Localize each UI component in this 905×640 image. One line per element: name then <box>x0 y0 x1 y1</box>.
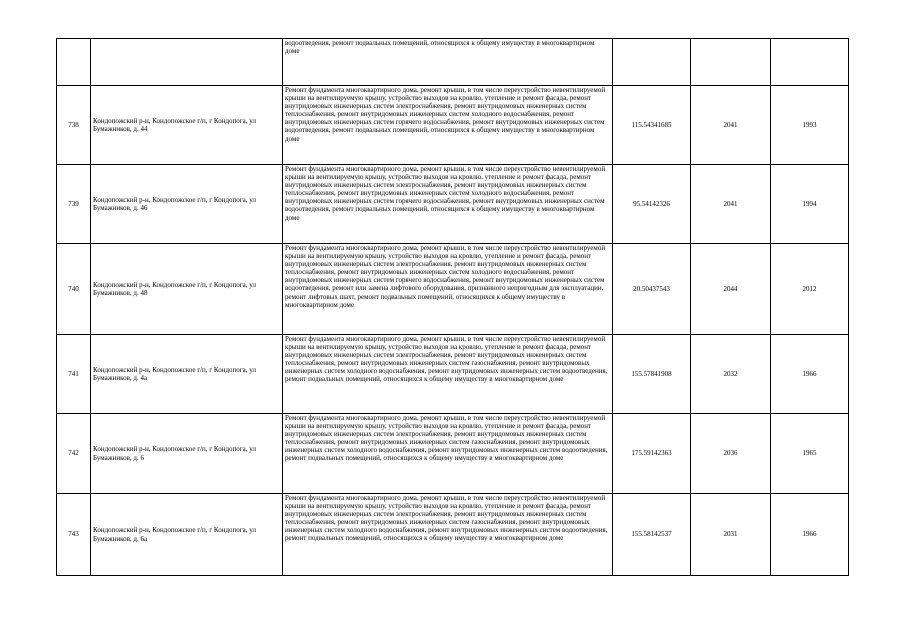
table-row <box>57 414 849 494</box>
works-cell: Ремонт фундамента многоквартирного дома, ремонт крыши, в том числе переустройство невентилируемой крыши на вентилируемую крышу, устройство выходов на кровлю, утепление и ремонт фасада, ремонт внутридомовых инженерных систем электроснабжения, ремонт внутридомовых инженерных систем теплоснабжения, ремонт внутридомовых инженерных систем холодного водоснабжения, ремонт внутридомовых инженерных систем горячего водоснабжения, ремонт внутридомовых инженерных систем водоотведения, ремонт подвальных помещений, относящихся к общему имуществу в многоквартирном доме <box>283 86 613 165</box>
works-cell: водоотведения, ремонт подвальных помещений, относящихся к общему имуществу в многоквартирном доме <box>283 39 613 86</box>
row-number <box>57 39 91 86</box>
cost-cell: 155.57841908 <box>613 335 691 414</box>
table-row <box>57 244 849 335</box>
table-row <box>57 494 849 576</box>
row-number: 740 <box>57 244 91 335</box>
cost-cell: 20.50437543 <box>613 244 691 335</box>
planned-year-cell: 2031 <box>691 494 771 576</box>
address-cell: Кондопожский р-н, Кондопожское г/п, г Кондопога, ул Бумажников, д. 6 <box>91 414 283 494</box>
row-number: 741 <box>57 335 91 414</box>
construction-year-cell: 1966 <box>771 335 849 414</box>
address-cell: Кондопожский р-н, Кондопожское г/п, г Кондопога, ул Бумажников, д. 6а <box>91 494 283 576</box>
construction-year-cell: 1965 <box>771 414 849 494</box>
row-number: 743 <box>57 494 91 576</box>
planned-year-cell: 2041 <box>691 165 771 244</box>
address-cell: Кондопожский р-н, Кондопожское г/п, г Кондопога, ул Бумажников, д. 44 <box>91 86 283 165</box>
table-row <box>57 39 849 86</box>
table-row <box>57 335 849 414</box>
works-cell: Ремонт фундамента многоквартирного дома, ремонт крыши, в том числе переустройство невентилируемой крыши на вентилируемую крышу, устройство выходов на кровлю, утепление и ремонт фасада, ремонт внутридомовых инженерных систем электроснабжения, ремонт внутридомовых инженерных систем теплоснабжения, ремонт внутридомовых инженерных систем газоснабжения, ремонт внутридомовых инженерных систем холодного водоснабжения, ремонт внутридомовых инженерных систем водоотведения, ремонт подвальных помещений, относящихся к общему имуществу в многоквартирном доме <box>283 414 613 494</box>
construction-year-cell: 1994 <box>771 165 849 244</box>
address-cell <box>91 39 283 86</box>
row-number: 742 <box>57 414 91 494</box>
cost-cell: 115.54341685 <box>613 86 691 165</box>
table-row <box>57 165 849 244</box>
works-cell: Ремонт фундамента многоквартирного дома, ремонт крыши, в том числе переустройство невентилируемой крыши на вентилируемую крышу, устройство выходов на кровлю, утепление и ремонт фасада, ремонт внутридомовых инженерных систем электроснабжения, ремонт внутридомовых инженерных систем теплоснабжения, ремонт внутридомовых инженерных систем газоснабжения, ремонт внутридомовых инженерных систем холодного водоснабжения, ремонт внутридомовых инженерных систем водоотведения, ремонт подвальных помещений, относящихся к общему имуществу в многоквартирном доме <box>283 494 613 576</box>
works-cell: Ремонт фундамента многоквартирного дома, ремонт крыши, в том числе переустройство невентилируемой крыши на вентилируемую крышу, устройство выходов на кровлю, утепление и ремонт фасада, ремонт внутридомовых инженерных систем электроснабжения, ремонт внутридомовых инженерных систем теплоснабжения, ремонт внутридомовых инженерных систем холодного водоснабжения, ремонт внутридомовых инженерных систем горячего водоснабжения, ремонт внутридомовых инженерных систем водоотведения, ремонт подвальных помещений, относящихся к общему имуществу в многоквартирном доме <box>283 165 613 244</box>
table-row <box>57 86 849 165</box>
planned-year-cell: 2041 <box>691 86 771 165</box>
cost-cell: 155.58142537 <box>613 494 691 576</box>
repair-program-table <box>56 38 849 576</box>
construction-year-cell <box>771 39 849 86</box>
cost-cell: 95.54142326 <box>613 165 691 244</box>
construction-year-cell: 2012 <box>771 244 849 335</box>
construction-year-cell: 1993 <box>771 86 849 165</box>
row-number: 738 <box>57 86 91 165</box>
planned-year-cell: 2044 <box>691 244 771 335</box>
planned-year-cell: 2036 <box>691 414 771 494</box>
planned-year-cell <box>691 39 771 86</box>
cost-cell <box>613 39 691 86</box>
cost-cell: 175.59142363 <box>613 414 691 494</box>
row-number: 739 <box>57 165 91 244</box>
works-cell: Ремонт фундамента многоквартирного дома, ремонт крыши, в том числе переустройство невентилируемой крыши на вентилируемую крышу, устройство выходов на кровлю, утепление и ремонт фасада, ремонт внутридомовых инженерных систем электроснабжения, ремонт внутридомовых инженерных систем теплоснабжения, ремонт внутридомовых инженерных систем холодного водоснабжения, ремонт внутридомовых инженерных систем горячего водоснабжения, ремонт внутридомовых инженерных систем водоотведения, ремонт или замена лифтового оборудования, признанного непригодным для эксплуатации, ремонт лифтовых шахт, ремонт подвальных помещений, относящихся к общему имуществу в многоквартирном доме <box>283 244 613 335</box>
address-cell: Кондопожский р-н, Кондопожское г/п, г Кондопога, ул Бумажников, д. 4а <box>91 335 283 414</box>
construction-year-cell: 1966 <box>771 494 849 576</box>
address-cell: Кондопожский р-н, Кондопожское г/п, г Кондопога, ул Бумажников, д. 46 <box>91 165 283 244</box>
address-cell: Кондопожский р-н, Кондопожское г/п, г Кондопога, ул Бумажников, д. 48 <box>91 244 283 335</box>
planned-year-cell: 2032 <box>691 335 771 414</box>
works-cell: Ремонт фундамента многоквартирного дома, ремонт крыши, в том числе переустройство невентилируемой крыши на вентилируемую крышу, устройство выходов на кровлю, утепление и ремонт фасада, ремонт внутридомовых инженерных систем электроснабжения, ремонт внутридомовых инженерных систем теплоснабжения, ремонт внутридомовых инженерных систем газоснабжения, ремонт внутридомовых инженерных систем холодного водоснабжения, ремонт внутридомовых инженерных систем водоотведения, ремонт подвальных помещений, относящихся к общему имуществу в многоквартирном доме <box>283 335 613 414</box>
